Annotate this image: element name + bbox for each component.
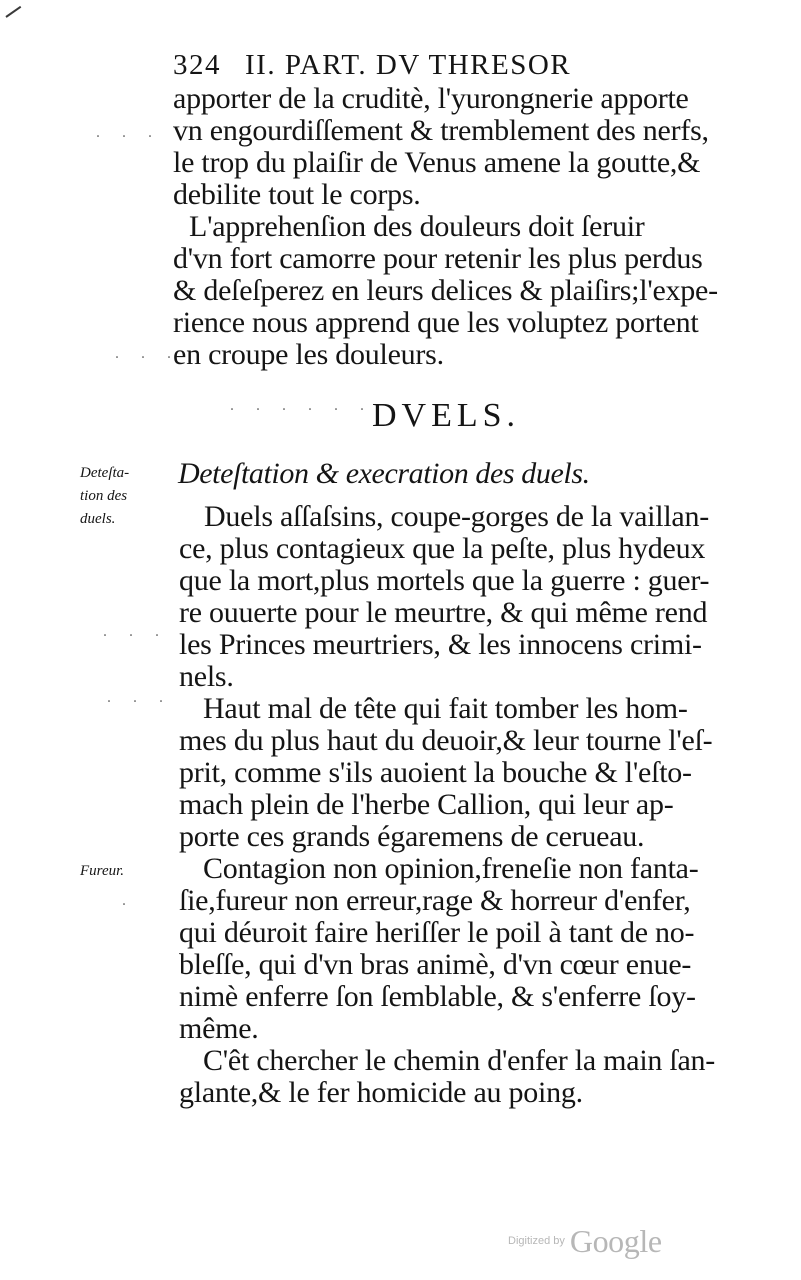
text-line: Contagion non opinion,freneſie non fanta- <box>203 852 699 885</box>
scan-speck: . . . <box>115 345 180 362</box>
margin-note-detestation <box>80 462 160 531</box>
text-line: mach plein de l'herbe Callion, qui leur ap- <box>179 788 674 821</box>
running-head <box>173 46 643 84</box>
text-line: apporter de la cruditè, l'yurongnerie apporte <box>173 82 689 115</box>
scan-speck: . . . . . . <box>230 397 373 414</box>
text-line: mes du plus haut du deuoir,& leur tourne l'eſ- <box>179 724 713 757</box>
text-line: qui déuroit faire heriſſer le poil à tant de no- <box>179 916 695 949</box>
text-line: bleſſe, qui d'vn bras animè, d'vn cœur enue- <box>179 948 692 981</box>
text-line: re ouuerte pour le meurtre, & qui même rend <box>179 596 708 629</box>
text-line: nimè enferre ſon ſemblable, & s'enferre ſoy- <box>179 980 696 1013</box>
text-line: rience nous apprend que les voluptez portent <box>173 306 699 339</box>
section-heading: DVELS. <box>372 397 521 434</box>
digitized-by-google-watermark <box>508 1223 678 1263</box>
text-line: & deſeſperez en leurs delices & plaiſirs;l'expe- <box>173 274 718 307</box>
margin-note-line: Deteſta- <box>80 465 130 481</box>
margin-note-line: duels. <box>80 511 116 527</box>
text-line: prit, comme s'ils auoient la bouche & l'eſto- <box>179 756 692 789</box>
text-line: ſie,fureur non erreur,rage & horreur d'enfer, <box>179 884 691 917</box>
text-line: nels. <box>179 660 234 693</box>
scan-speck: . . . <box>96 124 161 141</box>
text-line: debilite tout le corps. <box>173 178 421 211</box>
text-line: porte ces grands égaremens de cerueau. <box>179 820 645 853</box>
text-line: même. <box>179 1012 259 1045</box>
text-line: C'êt chercher le chemin d'enfer la main ſan- <box>203 1044 716 1077</box>
text-line: Duels aſſaſsins, coupe-gorges de la vaillan- <box>204 500 709 533</box>
scan-speck: . . . <box>103 623 168 640</box>
text-line: L'apprehenſion des douleurs doit ſeruir <box>189 210 645 243</box>
text-line: vn engourdiſſement & tremblement des nerfs, <box>173 114 709 147</box>
scan-speck: . <box>122 892 135 909</box>
text-line: en croupe les douleurs. <box>173 338 444 371</box>
corner-mark <box>5 6 21 18</box>
text-line: ce, plus contagieux que la peſte, plus hydeux <box>179 532 706 565</box>
text-line: que la mort,plus mortels que la guerre : guer- <box>179 564 710 597</box>
scan-speck: . . . <box>107 689 172 706</box>
margin-note-line: tion des <box>80 488 128 504</box>
text-line: le trop du plaiſir de Venus amene la goutte,& <box>173 146 701 179</box>
subheading: Deteſtation & execration des duels. <box>178 457 590 490</box>
watermark-prefix: Digitized by <box>508 1235 565 1247</box>
google-logo-text: Google <box>569 1223 662 1259</box>
text-line: glante,& le fer homicide au poing. <box>179 1076 583 1109</box>
text-line: Haut mal de tête qui fait tomber les hom- <box>203 692 688 725</box>
margin-note-fureur: Fureur. <box>80 863 125 879</box>
running-title: II. PART. DV THRESOR <box>245 49 572 81</box>
text-line: d'vn fort camorre pour retenir les plus perdus <box>173 242 703 275</box>
page-number: 324 <box>173 49 221 81</box>
text-line: les Princes meurtriers, & les innocens crimi- <box>179 628 702 661</box>
